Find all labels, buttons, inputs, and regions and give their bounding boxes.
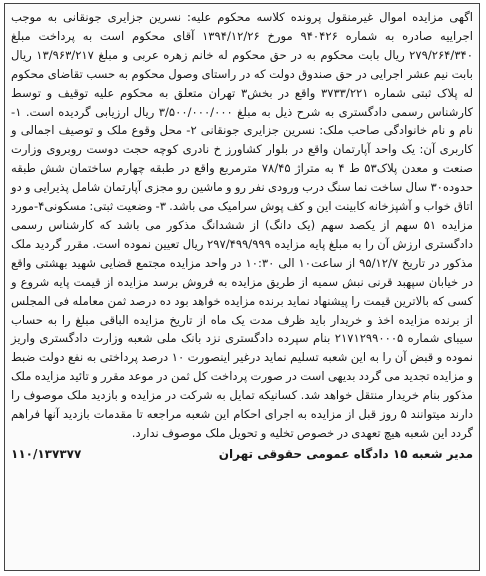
notice-footer: [11, 445, 473, 463]
notice-body-text: اگهی مزایده اموال غیرمنقول پرونده کلاسه محکوم علیه: نسرین جزایری جونقانی به موجب اجراییه صادره به شماره ۹۴۰۴۲۶ مورخ ۱۳۹۴/۱۲/۲۶ آقای محکوم است به پرداخت مبلغ ۲۷۹/۲۶۴/۳۴۰ ریال بابت محکوم به در حق محکوم له خانم زهره عربی و مبلغ ۱۳/۹۶۳/۲۱۷ ریال بابت نیم عشر اجرایی در حق صندوق دولت که در راستای وصول محکوم به حسب تقاضای محکوم له پلاک ثبتی شماره ۳۷۳۳/۲۲۱ واقع در بخش۳ تهران متعلق به محکوم علیه توقیف و توسط کارشناس رسمی دادگستری به شرح ذیل به مبلغ ۳/۵۰۰/۰۰۰/۰۰۰ ریال ارزیابی گردیده است. ۱- نام و نام خانوادگی صاحب ملک: نسرین جزایری جونقانی ۲- محل وقوع ملک و توصیف اجمالی و کاربری آن: یک واحد آپارتمان واقع در بلوار کشاورز خ نادری کوچه حجت دوست روبروی وزارت صنعت و معدن پلاک۵۳ ط ۴ به متراژ ۷۸/۴۵ مترمربع واقع در طبقه چهارم ساختمان شش طبقه حدوده۳۰ سال ساخت نما سنگ درب ورودی نفر رو و ماشین رو مجزی آپارتمان شامل پذیرایی و دو اتاق خواب و آشپزخانه کابینت این و کف پوش سرامیک می باشد. ۳- وضعیت ثبتی: مسکونی۴-مورد مزایده ۵۱ سهم از یکصد سهم (یک دانگ) از ششدانگ مذکور می باشد که کارشناس رسمی دادگستری ارزش آن را به مبلغ پایه مزایده ۲۹۷/۴۹۹/۹۹۹ ریال تعیین نموده است. مقرر گردید ملک مذکور در تاریخ ۹۵/۱۲/۷ از ساعت۱۰ الی ۱۰:۳۰ در واحد مزایده مجتمع قضایی شهید بهشتی واقع در خیابان سپهبد قرنی نبش سمیه از طریق مزایده به فروش برسد مزایده از قیمت پایه شروع و کسی که بالاترین قیمت را پیشنهاد نماید برنده مزایده خواهد بود ده درصد ثمن معامله فی المجلس از برنده مزایده اخذ و خریدار باید ظرف مدت یک ماه از تاریخ مزایده الباقی مبلغ را به حساب سیبای شماره ۲۱۷۱۲۹۹۰۰۰۵ بنام سپرده دادگستری نزد بانک ملی شعبه وزارت دادگستری واریز نموده و قبض آن را به این شعبه تسلیم نماید درغیر اینصورت ۱۰ درصد پرداختی به نفع دولت ضبط و مزایده تجدید می گردد بدیهی است در صورت پرداخت کل ثمن در موعد مقرر و تائید مزایده ملک مذکور بنام خریدار منتقل خواهد شد. کسانیکه تمایل به شرکت در مزایده و بازدید ملک موصوف را دارند میتوانند ۵ روز قبل از مزایده به اجرای احکام این شعبه مراجعه تا مقدمات بازدید آنها فراهم گردد این شعبه هیچ تعهدی در خصوص تخلیه و تحویل ملک موصوف ندارد.: [11, 10, 473, 440]
auction-notice: [4, 3, 480, 571]
notice-reference-code: ۱۱۰/۱۳۷۳۷۷: [11, 446, 82, 461]
notice-signature: مدیر شعبه ۱۵ دادگاه عمومی حقوقی تهران: [218, 446, 473, 461]
